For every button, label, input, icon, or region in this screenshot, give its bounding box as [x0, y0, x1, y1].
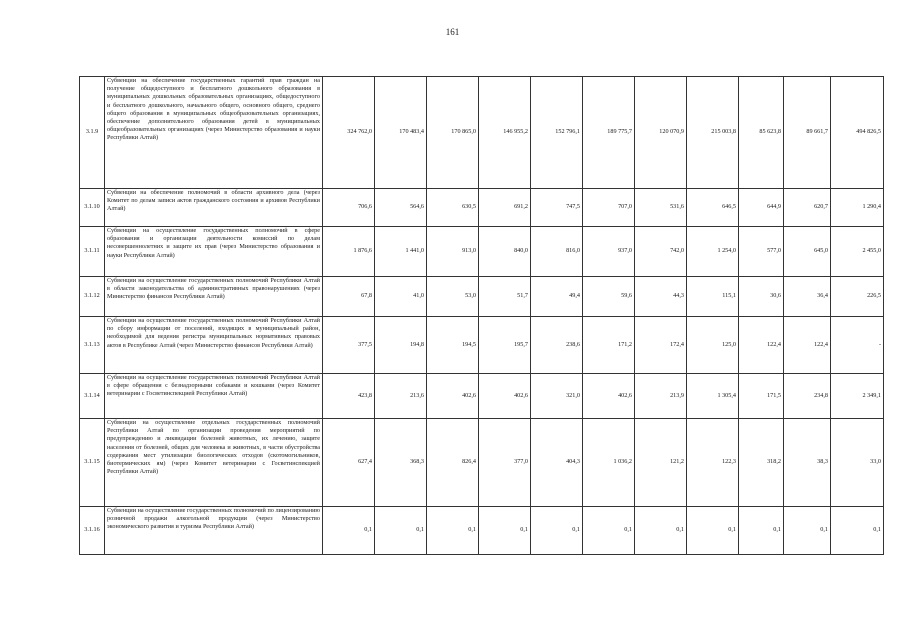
row-value: 913,0: [427, 227, 479, 277]
row-value: 33,0: [831, 419, 884, 507]
row-value: 36,4: [784, 277, 831, 317]
row-description: Субвенции на осуществление государственных полномочий в сфере образования и организации деятельности комиссий по делам несовершеннолетних и защите их прав (через Министерство образования и науки Республики Алтай): [105, 227, 323, 277]
page-number: 161: [445, 27, 460, 37]
row-value: 122,4: [784, 317, 831, 374]
row-value: 620,7: [784, 189, 831, 227]
row-value: 51,7: [479, 277, 531, 317]
row-value: 238,6: [531, 317, 583, 374]
row-value: 122,3: [687, 419, 739, 507]
row-value: 577,0: [739, 227, 784, 277]
row-value: 226,5: [831, 277, 884, 317]
table-row: [80, 317, 884, 374]
row-description: Субвенции на осуществление отдельных государственных полномочий Республики Алтай по организации проведения мероприятий по предупреждению и ликвидации болезней животных, их лечению, защите населения от болезней, общих для человека и животных, в части обустройства содержания мест утилизации биологических отходов (скотомогильников, биотермических ям) (через Комитет ветеринарии с Госветинспекцией Республики Алтай): [105, 419, 323, 507]
row-value: 49,4: [531, 277, 583, 317]
row-value: 44,3: [635, 277, 687, 317]
row-value: 318,2: [739, 419, 784, 507]
table-row: [80, 189, 884, 227]
row-description: Субвенции на осуществление государственных полномочий Республики Алтай в области законодательства об административных правонарушениях (через Министерство финансов Республики Алтай): [105, 277, 323, 317]
row-value: 377,0: [479, 419, 531, 507]
row-value: 368,3: [375, 419, 427, 507]
row-description: Субвенции на осуществление государственных полномочий по лицензированию розничной продажи алкогольной продукции (через Министерство экономического развития и туризма Республики Алтай): [105, 507, 323, 555]
row-value: 1 036,2: [583, 419, 635, 507]
row-value: 321,0: [531, 374, 583, 419]
row-value: 1 441,0: [375, 227, 427, 277]
row-value: 0,1: [831, 507, 884, 555]
row-value: 2 349,1: [831, 374, 884, 419]
table-row: [80, 77, 884, 189]
row-value: 41,0: [375, 277, 427, 317]
table-row: [80, 227, 884, 277]
table-row: [80, 374, 884, 419]
row-value: 402,6: [583, 374, 635, 419]
row-value: 171,5: [739, 374, 784, 419]
row-code: 3.1.16: [80, 507, 105, 555]
row-value: 213,6: [375, 374, 427, 419]
row-value: 30,6: [739, 277, 784, 317]
row-value: 171,2: [583, 317, 635, 374]
table-row: [80, 419, 884, 507]
row-value: 707,0: [583, 189, 635, 227]
row-value: 1 290,4: [831, 189, 884, 227]
row-value: 194,8: [375, 317, 427, 374]
row-value: 564,6: [375, 189, 427, 227]
row-value: 0,1: [687, 507, 739, 555]
row-value: 38,3: [784, 419, 831, 507]
row-value: 691,2: [479, 189, 531, 227]
row-value: 494 826,5: [831, 77, 884, 189]
table-row: [80, 507, 884, 555]
row-description: Субвенции на осуществление государственных полномочий Республики Алтай по сбору информации от поселений, входящих в муниципальный район, необходимой для ведения регистра муниципальных нормативных правовых актов в Республике Алтай (через Министерство финансов Республики Алтай): [105, 317, 323, 374]
row-value: 840,0: [479, 227, 531, 277]
row-value: 213,9: [635, 374, 687, 419]
row-description: Субвенции на обеспечение полномочий в области архивного дела (через Комитет по делам записи актов гражданского состояния и архивов Республики Алтай): [105, 189, 323, 227]
row-value: 937,0: [583, 227, 635, 277]
row-value: 404,3: [531, 419, 583, 507]
row-value: 59,6: [583, 277, 635, 317]
table-row: [80, 277, 884, 317]
row-value: 195,7: [479, 317, 531, 374]
row-value: 122,4: [739, 317, 784, 374]
row-value: 67,8: [323, 277, 375, 317]
row-value: 816,0: [531, 227, 583, 277]
row-code: 3.1.13: [80, 317, 105, 374]
row-value: 531,6: [635, 189, 687, 227]
row-value: 115,1: [687, 277, 739, 317]
row-value: 645,0: [784, 227, 831, 277]
row-value: 747,5: [531, 189, 583, 227]
row-value: 85 623,8: [739, 77, 784, 189]
row-value: 1 254,0: [687, 227, 739, 277]
row-value: 0,1: [635, 507, 687, 555]
budget-table: [79, 76, 884, 555]
row-description: Субвенции на обеспечение государственных гарантий прав граждан на получение общедоступного и бесплатного дошкольного образования в муниципальных дошкольных образовательных организациях, общедоступного и бесплатного дошкольного, начального общего, основного общего, среднего общего образования в муниципальных общеобразовательных организациях, обеспечение дополнительного образования детей в муниципальных общеобразовательных организациях (через Министерство образования и науки Республики Алтай): [105, 77, 323, 189]
row-value: 89 661,7: [784, 77, 831, 189]
row-value: 0,1: [784, 507, 831, 555]
row-value: 402,6: [479, 374, 531, 419]
row-value: 170 865,0: [427, 77, 479, 189]
row-value: 706,6: [323, 189, 375, 227]
row-value: 121,2: [635, 419, 687, 507]
row-value: 742,0: [635, 227, 687, 277]
row-value: 646,5: [687, 189, 739, 227]
row-code: 3.1.15: [80, 419, 105, 507]
row-code: 3.1.14: [80, 374, 105, 419]
row-value: 170 483,4: [375, 77, 427, 189]
row-value: 0,1: [583, 507, 635, 555]
row-value: 423,8: [323, 374, 375, 419]
row-value: 172,4: [635, 317, 687, 374]
row-value: 194,5: [427, 317, 479, 374]
row-value: -: [831, 317, 884, 374]
row-value: 377,5: [323, 317, 375, 374]
row-value: 0,1: [739, 507, 784, 555]
row-value: 53,0: [427, 277, 479, 317]
row-value: 0,1: [427, 507, 479, 555]
row-value: 152 796,1: [531, 77, 583, 189]
row-code: 3.1.12: [80, 277, 105, 317]
row-code: 3.1.11: [80, 227, 105, 277]
row-value: 402,6: [427, 374, 479, 419]
row-code: 3.1.9: [80, 77, 105, 189]
row-value: 324 762,0: [323, 77, 375, 189]
row-value: 0,1: [375, 507, 427, 555]
row-description: Субвенции на осуществление государственных полномочий Республики Алтай в сфере обращения с безнадзорными собаками и кошками (через Комитет ветеринарии с Госветинспекцией Республики Алтай): [105, 374, 323, 419]
row-value: 146 955,2: [479, 77, 531, 189]
row-value: 0,1: [531, 507, 583, 555]
row-value: 2 455,0: [831, 227, 884, 277]
row-value: 627,4: [323, 419, 375, 507]
row-value: 125,0: [687, 317, 739, 374]
row-value: 215 003,8: [687, 77, 739, 189]
row-value: 0,1: [479, 507, 531, 555]
row-value: 1 305,4: [687, 374, 739, 419]
row-value: 630,5: [427, 189, 479, 227]
row-value: 826,4: [427, 419, 479, 507]
row-value: 234,8: [784, 374, 831, 419]
row-value: 0,1: [323, 507, 375, 555]
row-value: 189 775,7: [583, 77, 635, 189]
row-code: 3.1.10: [80, 189, 105, 227]
row-value: 120 070,9: [635, 77, 687, 189]
row-value: 644,9: [739, 189, 784, 227]
row-value: 1 876,6: [323, 227, 375, 277]
